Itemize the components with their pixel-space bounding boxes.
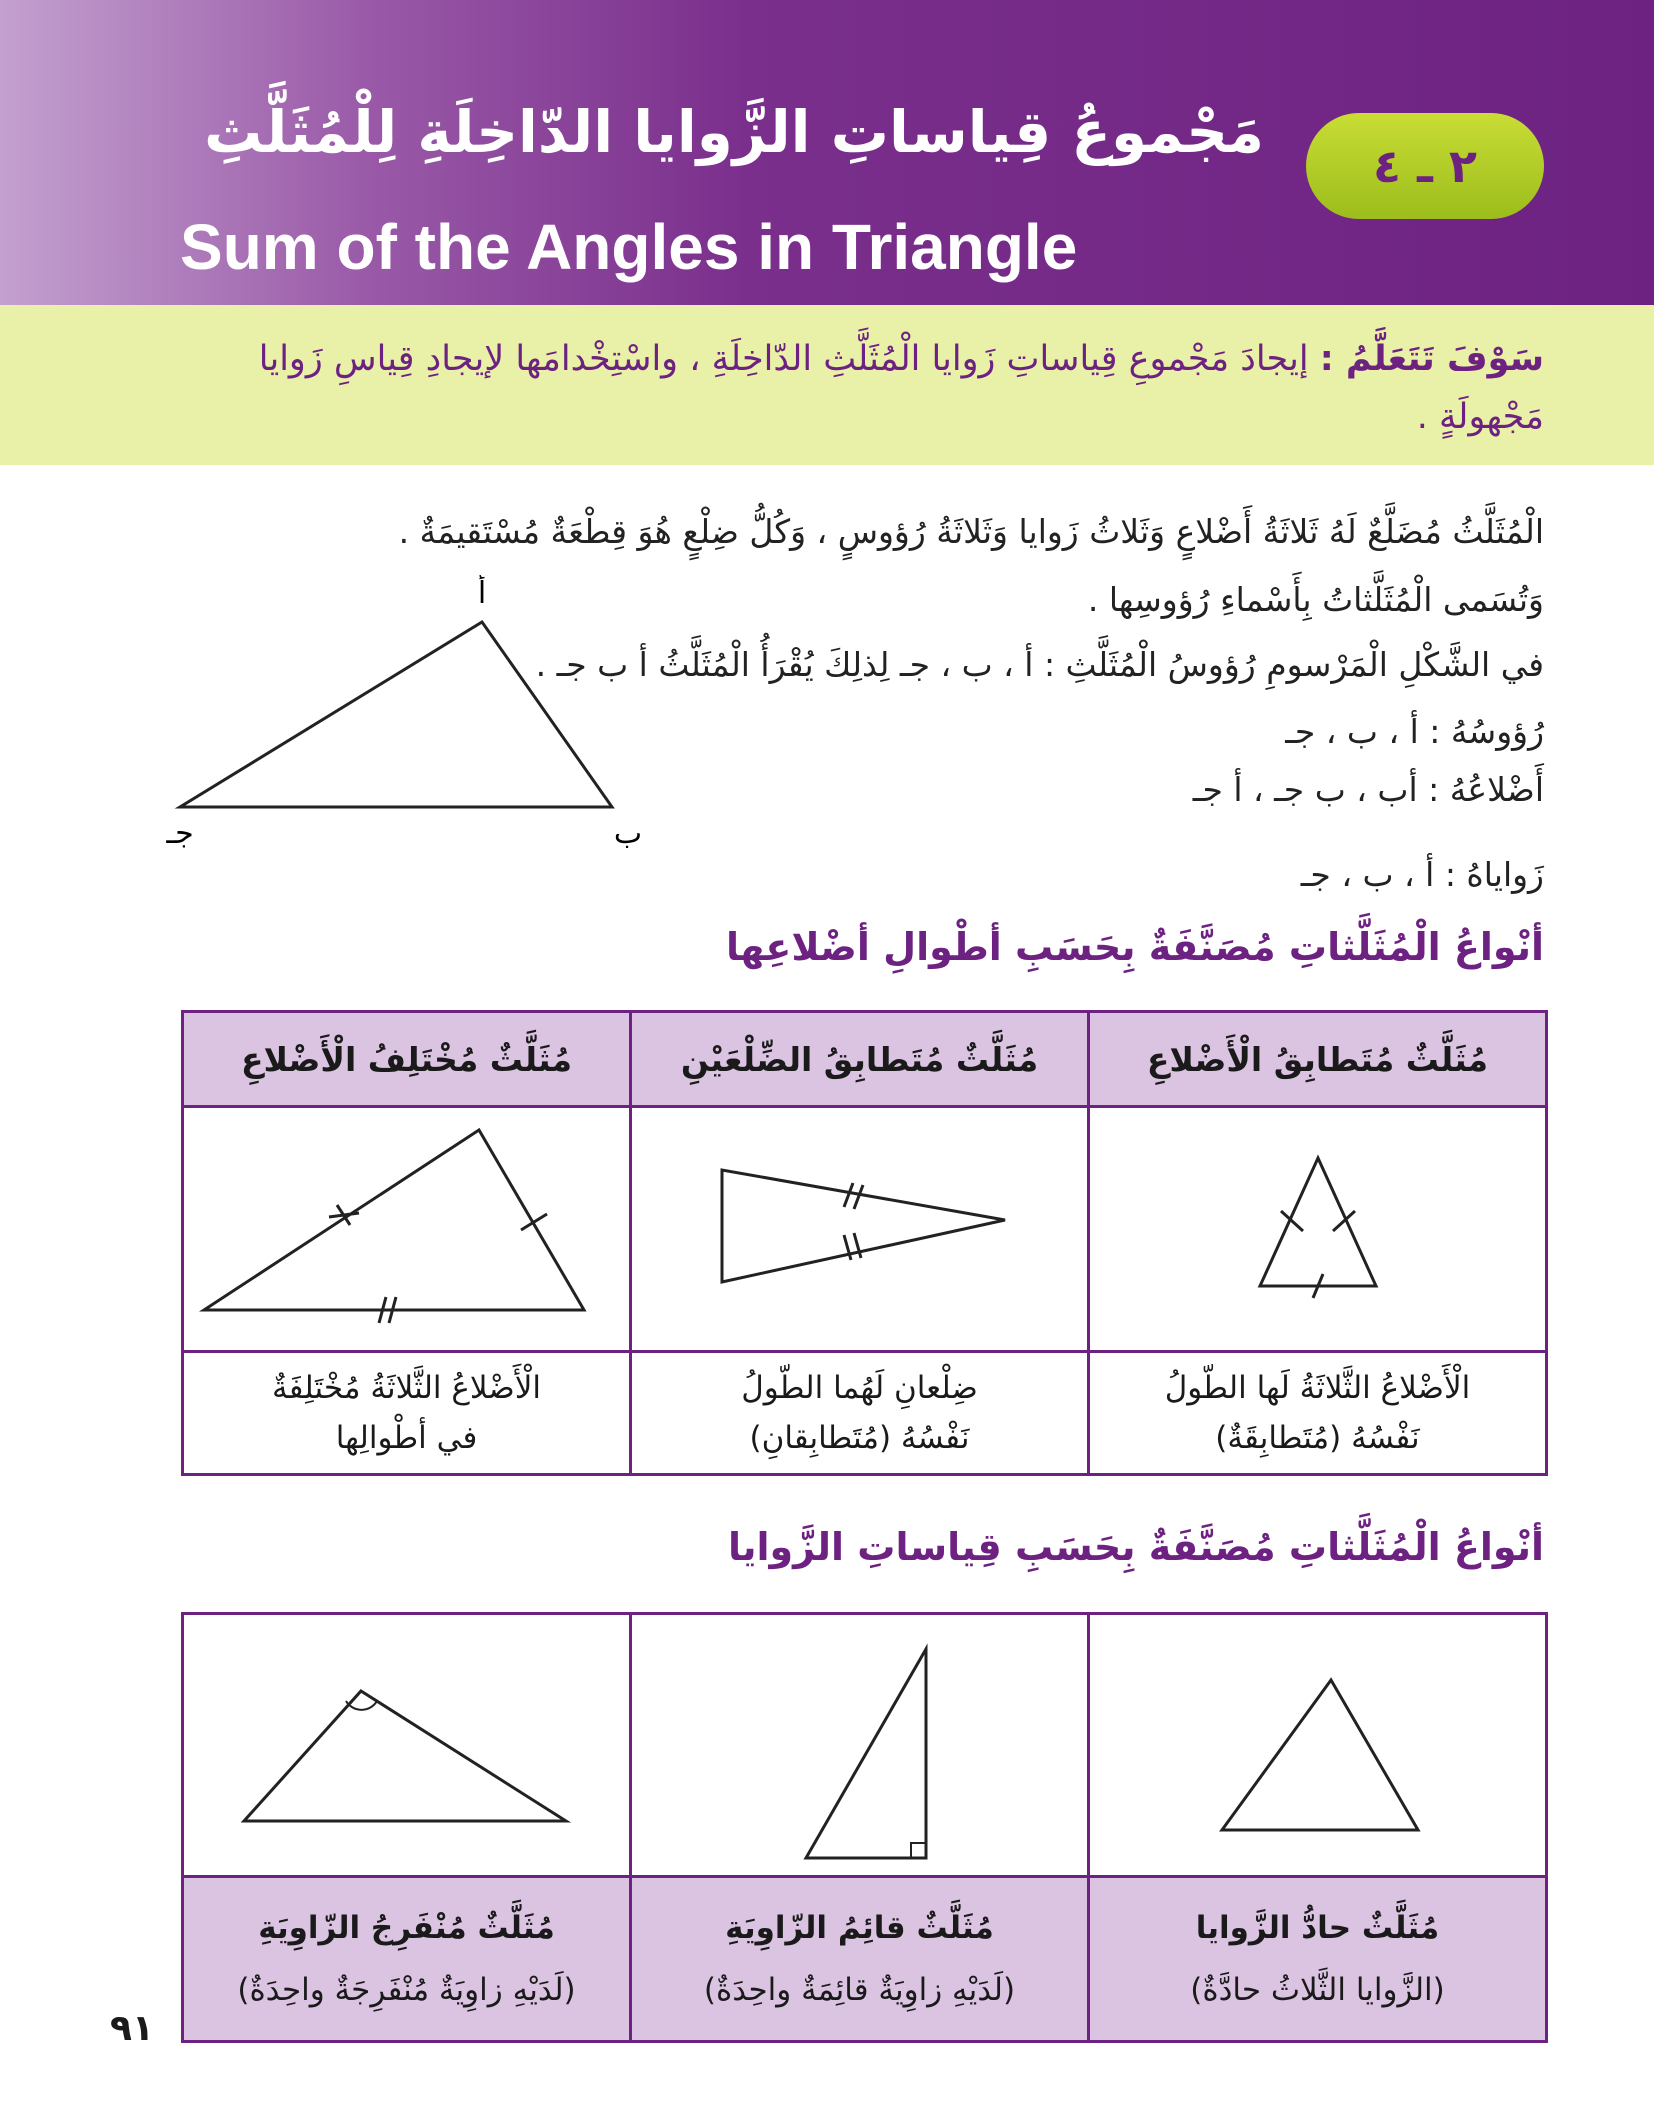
desc-equilateral — [1089, 1352, 1547, 1475]
isosceles-triangle-figure — [635, 1110, 1085, 1345]
desc-isosceles-line-1: ضِلْعانِ لَهُما الطّولُ — [741, 1370, 978, 1406]
desc-scalene-line-1: الْأَضْلاعُ الثَّلاثَةُ مُخْتَلِفَةٌ — [271, 1370, 541, 1406]
triangles-by-angles-table — [181, 1612, 1548, 2043]
triangles-by-sides-table — [181, 1010, 1548, 1476]
desc-isosceles — [631, 1352, 1089, 1475]
page-number: ٩١ — [110, 2008, 154, 2049]
header-isosceles: مُثَلَّثٌ مُتَطابِقُ الضِّلْعَيْنِ — [631, 1012, 1089, 1107]
intro-line-2: وَتُسَمى الْمُثَلَّثاتُ بِأَسْماءِ رُؤوسِها . — [1087, 580, 1544, 619]
label-right-name: مُثَلَّثٌ قائِمُ الزّاوِيَةِ — [725, 1910, 994, 1946]
triangle-abc — [180, 622, 612, 807]
sides-line: أَضْلاعُهُ : أب ، ب جـ ، أ جـ — [1192, 770, 1544, 809]
desc-equilateral-line-2: نَفْسُهُ (مُتَطابِقَةٌ) — [1215, 1420, 1420, 1456]
desc-equilateral-line-1: الْأَضْلاعُ الثَّلاثَةُ لَها الطّولُ — [1164, 1370, 1471, 1406]
label-acute-name: مُثَلَّثٌ حادُّ الزَّوايا — [1195, 1910, 1440, 1946]
label-obtuse — [183, 1877, 631, 2042]
scalene-figure-cell — [183, 1107, 631, 1352]
lesson-number-badge: ٢ ـ ٤ — [1306, 113, 1544, 219]
equilateral-triangle-figure — [1098, 1110, 1538, 1345]
obtuse-figure-cell — [183, 1614, 631, 1877]
label-acute-desc: (الزَّوايا الثَّلاثُ حادَّةٌ) — [1190, 1972, 1445, 2008]
page-title-english: Sum of the Angles in Triangle — [180, 211, 1078, 283]
header-scalene: مُثَلَّثٌ مُخْتَلِفُ الْأَضْلاعِ — [183, 1012, 631, 1107]
isosceles-figure-cell — [631, 1107, 1089, 1352]
scalene-triangle-figure — [179, 1110, 629, 1345]
right-triangle-figure — [635, 1616, 1085, 1871]
learning-objective — [144, 330, 1544, 446]
page-title-arabic: مَجْموعُ قِياساتِ الزَّوايا الدّاخِلَةِ لِلْمُثَلَّثِ — [204, 98, 1264, 166]
acute-figure-cell — [1089, 1614, 1547, 1877]
vertex-b-label: ب — [613, 816, 643, 850]
equilateral-figure-cell — [1089, 1107, 1547, 1352]
right-figure-cell — [631, 1614, 1089, 1877]
section-heading-by-angles: أنْواعُ الْمُثَلَّثاتِ مُصَنَّفَةٌ بِحَسَبِ قِياساتِ الزَّوايا — [727, 1525, 1544, 1569]
desc-scalene — [183, 1352, 631, 1475]
intro-line-1: الْمُثَلَّثُ مُضَلَّعٌ لَهُ ثَلاثَةُ أَضْلاعٍ وَثَلاثُ زَوايا وَثَلاثَةُ رُؤوسٍ ، وَكُلُّ ضِلْعٍ هُوَ قِطْعَةٌ مُسْتَقيمَةٌ . — [398, 512, 1544, 551]
intro-line-3: في الشَّكْلِ الْمَرْسومِ رُؤوسُ الْمُثَلَّثِ : أ ، ب ، جـ لِذلِكَ يُقْرَأُ الْمُثَلَّثُ أ ب جـ . — [535, 645, 1544, 684]
acute-triangle-figure — [1098, 1616, 1538, 1871]
header-equilateral: مُثَلَّثٌ مُتَطابِقُ الْأَضْلاعِ — [1089, 1012, 1547, 1107]
desc-isosceles-line-2: نَفْسُهُ (مُتَطابِقانِ) — [749, 1420, 970, 1456]
section-heading-by-sides: أنْواعُ الْمُثَلَّثاتِ مُصَنَّفَةٌ بِحَسَبِ أطْوالِ أضْلاعِها — [726, 925, 1544, 969]
label-obtuse-name: مُثَلَّثٌ مُنْفَرِجُ الزّاوِيَةِ — [258, 1910, 555, 1946]
triangle-abc-figure — [140, 575, 660, 850]
learning-objective-label: سَوْفَ تَتَعَلَّمُ : — [1319, 339, 1544, 379]
obtuse-triangle-figure — [179, 1616, 629, 1871]
label-right — [631, 1877, 1089, 2042]
angles-line: زَواياهُ : أ ، ب ، جـ — [1300, 855, 1544, 894]
vertices-line: رُؤوسُهُ : أ ، ب ، جـ — [1285, 712, 1544, 751]
desc-scalene-line-2: في أطْوالِها — [335, 1420, 478, 1456]
vertex-c-label: جـ — [166, 816, 194, 850]
label-acute — [1089, 1877, 1547, 2042]
label-right-desc: (لَدَيْهِ زاوِيَةٌ قائِمَةٌ واحِدَةٌ) — [703, 1972, 1016, 2008]
label-obtuse-desc: (لَدَيْهِ زاوِيَةٌ مُنْفَرِجَةٌ واحِدَةٌ) — [237, 1972, 576, 2008]
vertex-a-label: أ — [477, 576, 487, 611]
learning-objective-text: إيجادَ مَجْموعِ قِياساتِ زَوايا الْمُثَلَّثِ الدّاخِلَةِ ، واسْتِخْدامَها لإيجادِ قِياسِ زَوايا مَجْهولَةٍ . — [258, 339, 1544, 437]
